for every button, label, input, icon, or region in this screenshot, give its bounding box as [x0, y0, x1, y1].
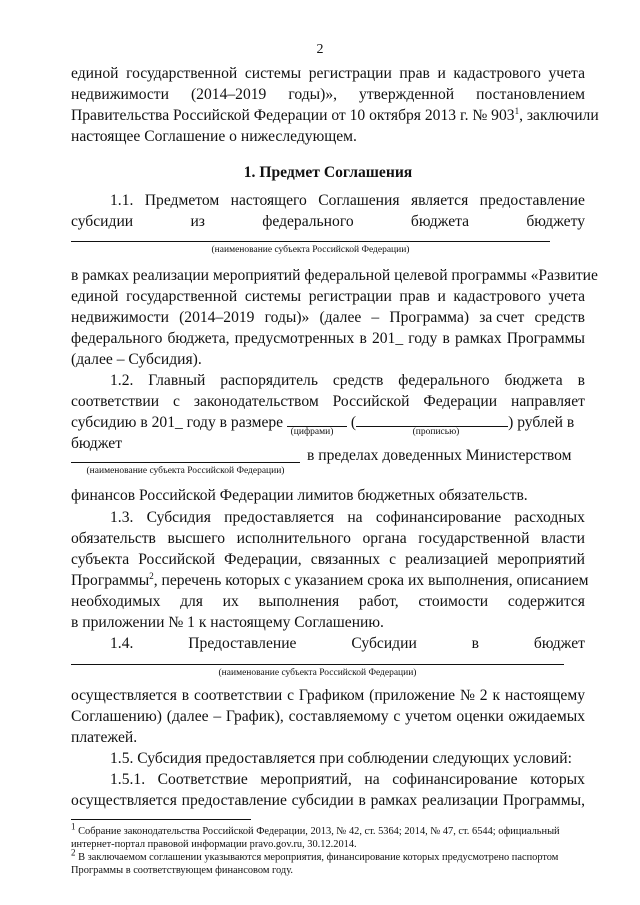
p13-line-4: Программы$^2$, перечень которых с указанием срока их выполнения, описанием — [71, 570, 589, 589]
word: прав — [399, 288, 430, 305]
word: Программы — [506, 330, 585, 347]
word: исполнительного — [236, 530, 351, 547]
word: к — [492, 687, 501, 704]
p13-line-3 — [71, 550, 585, 570]
word: составляемому — [288, 708, 389, 725]
word: № — [460, 687, 475, 704]
word: на — [347, 509, 363, 526]
word: в — [577, 372, 585, 389]
word: годы)», — [288, 86, 338, 103]
word: постановлением — [476, 86, 585, 103]
word: и — [437, 65, 446, 82]
word: стоимости — [418, 593, 489, 610]
word: с — [389, 551, 397, 568]
p13-line-1 — [110, 508, 585, 528]
word: и — [437, 288, 446, 305]
word: которых — [530, 771, 585, 788]
word: единой — [71, 288, 119, 305]
p12-line-5: в пределах доведенных Министерством — [307, 447, 572, 464]
word: выполнения — [258, 593, 340, 610]
p12-line-6: финансов Российской Федерации лимитов бюджетных обязательств. — [71, 487, 528, 504]
word: ожидаемых — [508, 708, 585, 725]
p11-line-4 — [71, 287, 585, 307]
word: федерального — [71, 330, 163, 347]
word: 201_ — [371, 330, 404, 347]
word: работ, — [358, 593, 399, 610]
word: рамках — [370, 792, 418, 809]
word: мероприятий — [497, 551, 585, 568]
word: за счет — [479, 309, 525, 326]
word: их — [222, 593, 239, 610]
p12-line-2 — [71, 392, 585, 412]
p11-blank-line — [71, 241, 550, 242]
page-number: 2 — [316, 42, 324, 57]
word: регистрации — [308, 65, 392, 82]
p12-line-1 — [110, 371, 585, 391]
word: органа — [362, 530, 407, 547]
word: системы — [244, 65, 302, 82]
caption-words: (прописью) — [412, 427, 460, 437]
word: связанных — [310, 551, 381, 568]
word: настоящему — [504, 687, 585, 704]
p14-line-4: платежей. — [71, 729, 138, 746]
word: федерального — [398, 372, 490, 389]
word: Федерации — [423, 393, 498, 410]
intro-line-4: настоящее Соглашение о нижеследующем. — [71, 128, 357, 145]
p151-line-1 — [110, 770, 585, 790]
word: кадастрового — [453, 65, 541, 82]
p14-line-1 — [110, 634, 585, 654]
word: учета — [548, 288, 585, 305]
word: государственной — [126, 288, 238, 305]
word: Российской — [138, 551, 216, 568]
word: софинансирование — [375, 509, 502, 526]
word: субъекта — [71, 551, 130, 568]
word: Главный — [148, 372, 206, 389]
word: в — [359, 330, 367, 347]
word: Соглашению) — [71, 708, 162, 725]
footnote-2-line-1: 2 В заключаемом соглашении указываются мероприятия, финансирование которых предусмотрено паспортом — [71, 847, 559, 863]
word: (далее — [319, 309, 362, 326]
p12-line-3: субсидию в 201_ году в размере ( ) рублей в — [71, 414, 575, 431]
footnote-separator — [71, 819, 251, 820]
caption-digits: (цифрами) — [290, 427, 334, 437]
word: бюджета — [410, 213, 470, 230]
word: кадастрового — [453, 288, 541, 305]
word: бюджета — [504, 372, 563, 389]
word: Соответствие — [157, 771, 248, 788]
word: Предоставление — [188, 635, 297, 652]
word: соответствии — [71, 393, 160, 410]
word: бюджета, — [167, 330, 230, 347]
word: с — [173, 393, 180, 410]
word: субсидии — [71, 213, 134, 230]
word: Соглашения — [318, 192, 400, 209]
p11-line-7: (далее – Субсидия). — [71, 351, 202, 368]
p14-blank-line — [71, 664, 564, 665]
word: необходимых — [71, 593, 161, 610]
word: (2014–2019 — [190, 86, 267, 103]
word: настоящего — [230, 192, 307, 209]
word: направляет — [510, 393, 585, 410]
word: Программы, — [502, 792, 585, 809]
word: оценки — [456, 708, 504, 725]
word: (приложение — [369, 687, 456, 704]
word: недвижимости — [71, 309, 169, 326]
word: рамках — [454, 330, 502, 347]
word: в — [442, 330, 450, 347]
word: предусмотренных — [234, 330, 355, 347]
p14-line-2 — [71, 686, 585, 706]
word: График), — [225, 708, 284, 725]
p12-line-4: бюджет — [71, 435, 123, 452]
section-title: 1. Предмет Соглашения — [243, 164, 413, 181]
word: 1.5.1. — [110, 771, 146, 788]
word: содержится — [507, 593, 585, 610]
p13-line-5 — [71, 592, 585, 612]
word: (далее — [166, 708, 209, 725]
p11-line-3: в рамках реализации мероприятий федеральной целевой программы «Развитие — [71, 267, 598, 284]
p14-caption: (наименование субъекта Российской Федерации) — [218, 668, 417, 678]
word: предоставление — [479, 192, 585, 209]
word: прав — [399, 65, 430, 82]
amount-words-blank — [356, 413, 508, 427]
word: в — [181, 687, 190, 704]
word: средств — [332, 372, 384, 389]
word: для — [180, 593, 203, 610]
word: 1.1. — [110, 192, 134, 209]
word: системы — [244, 288, 302, 305]
word: бюджету — [526, 213, 585, 230]
word: утвержденной — [359, 86, 455, 103]
word: осуществляется — [71, 687, 177, 704]
word: Предметом — [144, 192, 220, 209]
p11-line-2 — [71, 212, 585, 232]
word: регистрации — [308, 288, 392, 305]
word: государственной — [126, 65, 238, 82]
word: 1.2. — [110, 372, 134, 389]
word: предоставление — [181, 792, 287, 809]
word: высшего — [167, 530, 226, 547]
p11-line-5 — [71, 308, 585, 328]
word: учетом — [405, 708, 452, 725]
footnote-1-line-2: интернет-портал правовой информации pravo.gov.ru, 30.12.2014. — [71, 839, 357, 850]
p13-line-6: в приложении № 1 к настоящему Соглашению. — [71, 614, 384, 631]
p12-blank-line — [71, 462, 300, 463]
word: является — [410, 192, 469, 209]
p11-caption: (наименование субъекта Российской Федерации) — [211, 245, 410, 255]
word: мероприятий, — [260, 771, 352, 788]
word: Российской — [332, 393, 410, 410]
intro-line-3: Правительства Российской Федерации от 10 октября 2013 г. № $903^1$, заключили — [71, 105, 599, 124]
word: Федерации, — [224, 551, 302, 568]
amount-digits-blank — [287, 413, 347, 427]
intro-line-1 — [71, 64, 585, 84]
word: году — [408, 330, 438, 347]
word: обязательств — [71, 530, 156, 547]
word: 1.3. — [110, 509, 134, 526]
word: в — [358, 792, 366, 809]
word: на — [364, 771, 380, 788]
word: учета — [548, 65, 585, 82]
footnote-1-line-1: 1 Собрание законодательства Российской Федерации, 2013, № 42, ст. 5364; 2014, № 47, ст. 6544; официальный — [71, 821, 560, 837]
intro-line-2 — [71, 85, 585, 105]
word: предоставляется — [224, 509, 335, 526]
word: законодательством — [193, 393, 319, 410]
footnote-ref-2: 2 — [149, 570, 154, 581]
p11-line-1 — [110, 191, 585, 211]
p151-line-2 — [71, 791, 585, 811]
word: – — [371, 309, 380, 326]
word: государственной — [418, 530, 530, 547]
word: средств — [534, 309, 585, 326]
word: Субсидии — [351, 635, 417, 652]
p14-line-3 — [71, 707, 585, 727]
p12-caption: (наименование субъекта Российской Федерации) — [86, 466, 285, 476]
word: единой — [71, 65, 119, 82]
word: софинансирование — [392, 771, 518, 788]
word: с — [287, 687, 294, 704]
footnote-ref-1: 1 — [514, 105, 520, 116]
word: распорядитель — [220, 372, 318, 389]
p13-line-2 — [71, 529, 585, 549]
footnote-2-line-2: Программы в соответствующем финансовом году. — [71, 865, 293, 876]
word: Программа) — [389, 309, 470, 326]
p11-line-6 — [71, 329, 585, 349]
word: 1.4. — [110, 635, 134, 652]
word: в — [471, 635, 480, 652]
word: годы)» — [264, 309, 310, 326]
word: власти — [541, 530, 585, 547]
p15-line-1: 1.5. Субсидия предоставляется при соблюдении следующих условий: — [110, 750, 572, 767]
word: реализацией — [405, 551, 489, 568]
word: из — [190, 213, 205, 230]
word: субсидии — [291, 792, 354, 809]
word: 2 — [479, 687, 488, 704]
word: Субсидия — [146, 509, 211, 526]
word: с — [393, 708, 401, 725]
word: (2014–2019 — [179, 309, 255, 326]
word: бюджет — [533, 635, 585, 652]
word: осуществляется — [71, 792, 177, 809]
word: Графиком — [298, 687, 365, 704]
word: расходных — [514, 509, 585, 526]
word: федерального — [262, 213, 354, 230]
word: – — [213, 708, 222, 725]
word: соответствии — [194, 687, 283, 704]
word: реализации — [421, 792, 499, 809]
word: недвижимости — [71, 86, 169, 103]
